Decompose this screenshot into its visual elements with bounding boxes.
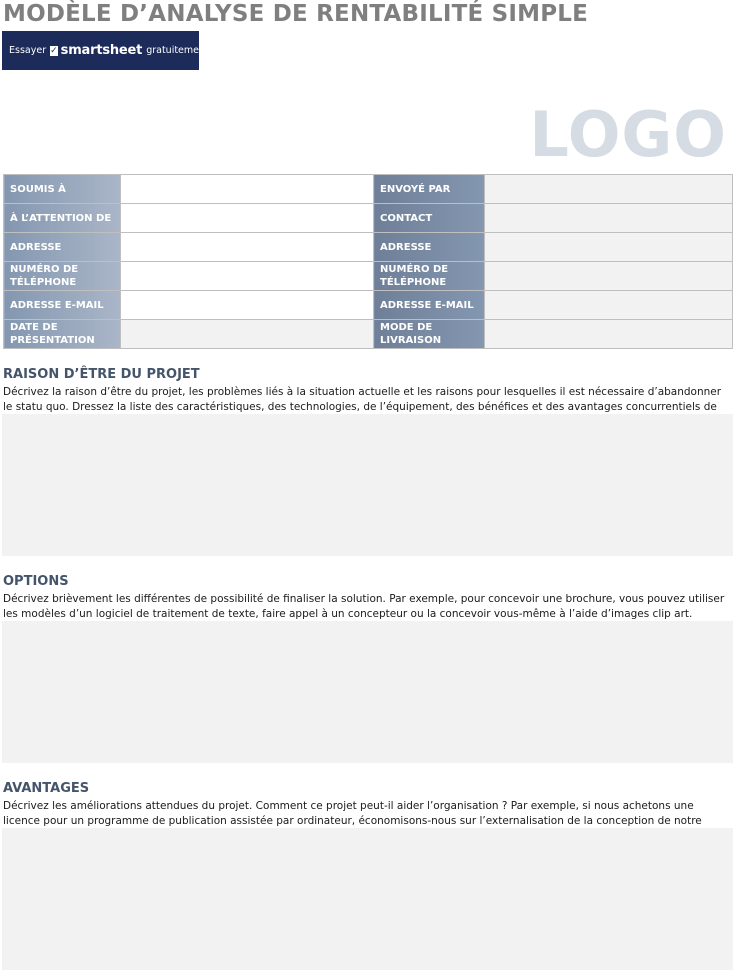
left-value-field[interactable] [121, 291, 374, 320]
left-label: DATE DE PRÉSENTATION [4, 320, 121, 349]
section-heading: RAISON D’ÊTRE DU PROJET [3, 367, 200, 382]
section-heading: AVANTAGES [3, 781, 90, 796]
right-value-field[interactable] [485, 291, 733, 320]
right-value-field[interactable] [485, 233, 733, 262]
section-options [0, 574, 735, 622]
left-value-field[interactable] [121, 204, 374, 233]
section-description: Décrivez les améliorations attendues du projet. Comment ce projet peut-il aider l’organisation ? Par exemple, si nous achetons une licence pour un programme de publication assistée par ordinateur, économisons-nous sur l’externalisation de la conception de notre [3, 800, 702, 827]
right-label: CONTACT [374, 204, 485, 233]
banner-suffix: gratuitement. [146, 45, 212, 56]
right-label: ADRESSE E-MAIL [374, 291, 485, 320]
options-text-area[interactable] [2, 621, 733, 763]
left-value-field[interactable] [121, 262, 374, 291]
left-value-field[interactable] [121, 175, 374, 204]
right-value-field[interactable] [485, 204, 733, 233]
right-label: MODE DE LIVRAISON [374, 320, 485, 349]
smartsheet-banner[interactable] [2, 31, 212, 70]
section-heading: OPTIONS [3, 574, 69, 589]
section-description: Décrivez brièvement les différentes de possibilité de finaliser la solution. Par exemple, pour concevoir une brochure, vous pouvez utiliser les modèles d’un logiciel de traitement de texte, faire appel à un concepteur ou la concevoir vous-même à l’aide d’images clip art. [3, 593, 725, 620]
right-value-field[interactable] [485, 175, 733, 204]
right-label: ADRESSE [374, 233, 485, 262]
table-row [4, 233, 733, 262]
right-label: NUMÉRO DE TÉLÉPHONE [374, 262, 485, 291]
left-value-field[interactable] [121, 233, 374, 262]
raison-text-area[interactable] [2, 414, 733, 556]
left-value-field[interactable] [121, 320, 374, 349]
table-row [4, 291, 733, 320]
right-label: ENVOYÉ PAR [374, 175, 485, 204]
logo-placeholder: LOGO [529, 98, 727, 171]
left-label: ADRESSE [4, 233, 121, 262]
banner-brand: smartsheet [60, 43, 143, 58]
right-value-field[interactable] [485, 262, 733, 291]
info-table [3, 174, 733, 349]
table-row [4, 320, 733, 349]
avantages-text-area[interactable] [2, 828, 733, 970]
banner-prefix: Essayer [9, 45, 47, 56]
table-row [4, 262, 733, 291]
right-value-field[interactable] [485, 320, 733, 349]
table-row [4, 204, 733, 233]
table-row [4, 175, 733, 204]
left-label: NUMÉRO DE TÉLÉPHONE [4, 262, 121, 291]
page-title: MODÈLE D’ANALYSE DE RENTABILITÉ SIMPLE [3, 1, 589, 27]
smartsheet-check-icon: ✓ [50, 45, 58, 56]
left-label: SOUMIS À [4, 175, 121, 204]
section-description: Décrivez la raison d’être du projet, les problèmes liés à la situation actuelle et les raisons pour lesquelles il est nécessaire d’abandonner le statu quo. Dressez la liste des caractéristiques, des technologies, de l’équipement, des bénéfices et des avantages concurrentiels de [3, 386, 722, 413]
left-label: ADRESSE E-MAIL [4, 291, 121, 320]
left-label: À L’ATTENTION DE [4, 204, 121, 233]
